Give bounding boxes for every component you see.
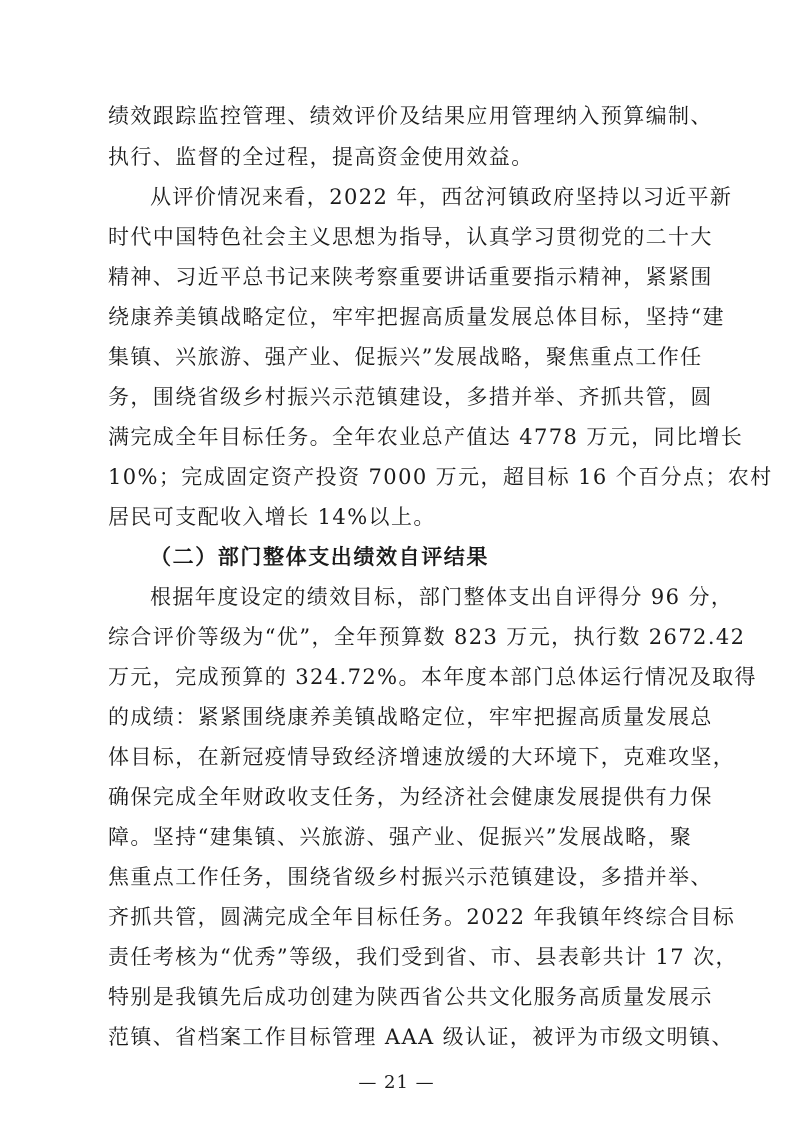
- paragraph-line: 集镇、兴旅游、强产业、促振兴”发展战略，聚焦重点工作任: [108, 345, 703, 369]
- page-number: — 21 —: [358, 1072, 435, 1093]
- paragraph-line: 焦重点工作任务，围绕省级乡村振兴示范镇建设，多措并举、: [108, 865, 713, 889]
- paragraph-line: 万元，完成预算的 324.72%。本年度本部门总体运行情况及取得: [108, 665, 757, 689]
- paragraph-line: 范镇、省档案工作目标管理 AAA 级认证，被评为市级文明镇、: [108, 1025, 734, 1049]
- paragraph-line: 齐抓共管，圆满完成全年目标任务。2022 年我镇年终综合目标: [108, 905, 736, 929]
- paragraph-line: 满完成全年目标任务。全年农业总产值达 4778 万元，同比增长: [108, 425, 744, 449]
- paragraph-line: 居民可支配收入增长 14%以上。: [108, 505, 436, 529]
- paragraph-line: 根据年度设定的绩效目标，部门整体支出自评得分 96 分，: [150, 585, 734, 609]
- paragraph-line: 10%；完成固定资产投资 7000 万元，超目标 16 个百分点；农村: [108, 465, 773, 489]
- paragraph-line: 体目标，在新冠疫情导致经济增速放缓的大环境下，克难攻坚，: [108, 745, 736, 769]
- paragraph-line: 执行、监督的全过程，提高资金使用效益。: [108, 145, 534, 169]
- paragraph-line: 的成绩：紧紧围绕康养美镇战略定位，牢牢把握高质量发展总: [108, 705, 713, 729]
- paragraph-line: 从评价情况来看，2022 年，西岔河镇政府坚持以习近平新: [150, 185, 733, 209]
- section-heading: （二）部门整体支出绩效自评结果: [150, 544, 489, 569]
- paragraph-line: 综合评价等级为“优”，全年预算数 823 万元，执行数 2672.42: [108, 625, 746, 649]
- paragraph-line: 绩效跟踪监控管理、绩效评价及结果应用管理纳入预算编制、: [108, 104, 713, 128]
- paragraph-line: 精神、习近平总书记来陕考察重要讲话重要指示精神，紧紧围: [108, 265, 713, 289]
- paragraph-line: 责任考核为“优秀”等级，我们受到省、市、县表彰共计 17 次，: [108, 945, 738, 969]
- paragraph-line: 障。坚持“建集镇、兴旅游、强产业、促振兴”发展战略，聚: [108, 825, 693, 849]
- paragraph-line: 确保完成全年财政收支任务，为经济社会健康发展提供有力保: [108, 785, 713, 809]
- paragraph-line: 绕康养美镇战略定位，牢牢把握高质量发展总体目标，坚持“建: [108, 305, 725, 329]
- paragraph-line: 特别是我镇先后成功创建为陕西省公共文化服务高质量发展示: [108, 985, 713, 1009]
- paragraph-line: 务，围绕省级乡村振兴示范镇建设，多措并举、齐抓共管，圆: [108, 385, 713, 409]
- paragraph-line: 时代中国特色社会主义思想为指导，认真学习贯彻党的二十大: [108, 225, 713, 249]
